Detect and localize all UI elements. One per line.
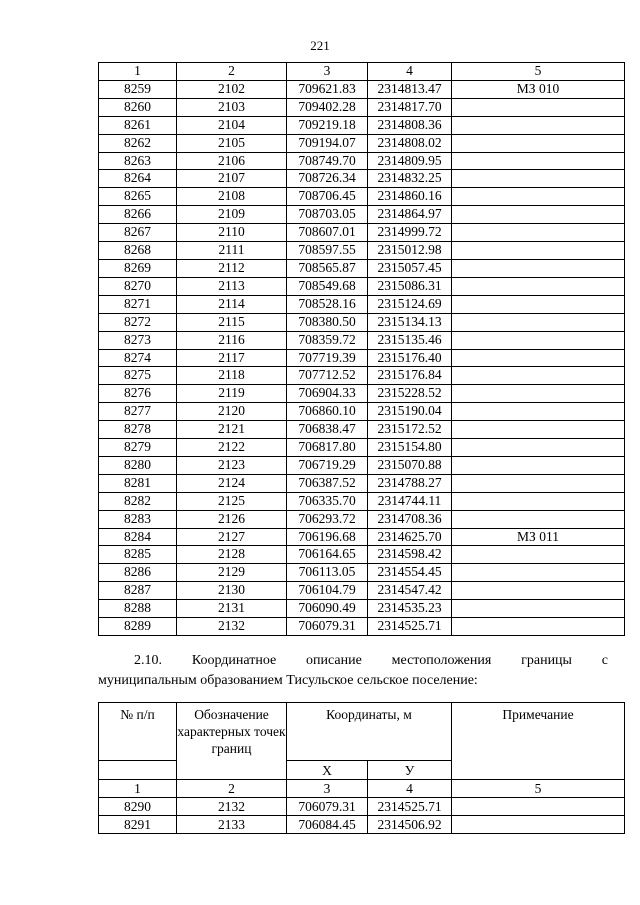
x-coordinate-cell: 706164.65 (287, 546, 368, 564)
boundary-point-cell: 2129 (177, 564, 287, 582)
y-coordinate-cell: 2314708.36 (368, 510, 452, 528)
column-number-cell: 3 (287, 63, 368, 81)
x-coordinate-cell: 706079.31 (287, 798, 368, 816)
y-coordinate-cell: 2314813.47 (368, 80, 452, 98)
note-cell (452, 798, 625, 816)
point-number-cell: 8273 (99, 331, 177, 349)
boundary-point-cell: 2103 (177, 98, 287, 116)
point-number-cell: 8265 (99, 188, 177, 206)
y-coordinate-cell: 2314808.36 (368, 116, 452, 134)
boundary-point-cell: 2106 (177, 152, 287, 170)
table-row (99, 331, 625, 349)
point-number-cell: 8289 (99, 618, 177, 636)
note-cell (452, 510, 625, 528)
boundary-point-cell: 2130 (177, 582, 287, 600)
y-coordinate-cell: 2314535.23 (368, 600, 452, 618)
y-coordinate-cell: 2315070.88 (368, 456, 452, 474)
x-coordinate-cell: 706335.70 (287, 492, 368, 510)
table-row (99, 206, 625, 224)
table-row (99, 582, 625, 600)
table-row (99, 259, 625, 277)
table-row (99, 277, 625, 295)
boundary-point-cell: 2122 (177, 439, 287, 457)
point-number-cell: 8269 (99, 259, 177, 277)
note-cell (452, 474, 625, 492)
y-coordinate-cell: 2315124.69 (368, 295, 452, 313)
table-row (99, 80, 625, 98)
x-coordinate-cell: 707712.52 (287, 367, 368, 385)
boundary-point-cell: 2108 (177, 188, 287, 206)
note-cell (452, 816, 625, 834)
y-coordinate-cell: 2314817.70 (368, 98, 452, 116)
table-row (99, 456, 625, 474)
boundary-point-cell: 2119 (177, 385, 287, 403)
table-row (99, 510, 625, 528)
table-row (99, 224, 625, 242)
point-number-cell: 8275 (99, 367, 177, 385)
note-cell: МЗ 011 (452, 528, 625, 546)
y-coordinate-cell: 2314547.42 (368, 582, 452, 600)
boundary-point-cell: 2131 (177, 600, 287, 618)
boundary-point-cell: 2132 (177, 618, 287, 636)
boundary-point-cell: 2127 (177, 528, 287, 546)
note-cell (452, 546, 625, 564)
boundary-point-cell: 2117 (177, 349, 287, 367)
note-cell (452, 618, 625, 636)
x-coordinate-cell: 706084.45 (287, 816, 368, 834)
header-designation: Обозначение характерных точек границ (177, 703, 287, 780)
x-coordinate-cell: 709402.28 (287, 98, 368, 116)
note-cell (452, 277, 625, 295)
note-cell (452, 259, 625, 277)
table-row (99, 600, 625, 618)
table-row (99, 474, 625, 492)
point-number-cell: 8260 (99, 98, 177, 116)
point-number-cell: 8271 (99, 295, 177, 313)
section-heading-line-2: муниципальным образованием Тисульское сельское поселение: (98, 673, 478, 688)
boundary-point-cell: 2104 (177, 116, 287, 134)
table-row (99, 188, 625, 206)
header-y: У (368, 761, 452, 780)
x-coordinate-cell: 706817.80 (287, 439, 368, 457)
point-number-cell: 8290 (99, 798, 177, 816)
point-number-cell: 8291 (99, 816, 177, 834)
point-number-cell: 8261 (99, 116, 177, 134)
point-number-cell: 8276 (99, 385, 177, 403)
note-cell (452, 492, 625, 510)
note-cell (452, 456, 625, 474)
table-row (99, 98, 625, 116)
note-cell (452, 206, 625, 224)
y-coordinate-cell: 2314832.25 (368, 170, 452, 188)
table-row (99, 367, 625, 385)
x-coordinate-cell: 708380.50 (287, 313, 368, 331)
boundary-point-cell: 2112 (177, 259, 287, 277)
boundary-point-cell: 2120 (177, 403, 287, 421)
note-cell (452, 367, 625, 385)
note-cell (452, 582, 625, 600)
boundary-point-cell: 2111 (177, 242, 287, 260)
y-coordinate-cell: 2315176.40 (368, 349, 452, 367)
boundary-point-cell: 2107 (177, 170, 287, 188)
y-coordinate-cell: 2314809.95 (368, 152, 452, 170)
x-coordinate-cell: 706113.05 (287, 564, 368, 582)
y-coordinate-cell: 2315176.84 (368, 367, 452, 385)
table-row (99, 295, 625, 313)
y-coordinate-cell: 2315057.45 (368, 259, 452, 277)
point-number-cell: 8262 (99, 134, 177, 152)
boundary-point-cell: 2132 (177, 798, 287, 816)
column-number-cell: 2 (177, 63, 287, 81)
table-row (99, 564, 625, 582)
y-coordinate-cell: 2314598.42 (368, 546, 452, 564)
x-coordinate-cell: 708359.72 (287, 331, 368, 349)
coordinates-table-1 (98, 62, 625, 636)
x-coordinate-cell: 708749.70 (287, 152, 368, 170)
boundary-point-cell: 2113 (177, 277, 287, 295)
table-row (99, 618, 625, 636)
y-coordinate-cell: 2315190.04 (368, 403, 452, 421)
point-number-cell: 8268 (99, 242, 177, 260)
note-cell (452, 224, 625, 242)
header-coordinates: Координаты, м (287, 703, 452, 761)
note-cell (452, 188, 625, 206)
header-note: Примечание (452, 703, 625, 780)
point-number-cell: 8264 (99, 170, 177, 188)
x-coordinate-cell: 708726.34 (287, 170, 368, 188)
table-row (99, 421, 625, 439)
point-number-cell: 8259 (99, 80, 177, 98)
y-coordinate-cell: 2315172.52 (368, 421, 452, 439)
table-header-row (99, 63, 625, 81)
boundary-point-cell: 2123 (177, 456, 287, 474)
y-coordinate-cell: 2315012.98 (368, 242, 452, 260)
column-number-cell: 3 (287, 780, 368, 798)
note-cell (452, 349, 625, 367)
table-row (99, 403, 625, 421)
point-number-cell: 8278 (99, 421, 177, 439)
y-coordinate-cell: 2314744.11 (368, 492, 452, 510)
column-number-cell: 1 (99, 63, 177, 81)
coordinates-table-2 (98, 702, 625, 834)
boundary-point-cell: 2133 (177, 816, 287, 834)
x-coordinate-cell: 706904.33 (287, 385, 368, 403)
note-cell: МЗ 010 (452, 80, 625, 98)
y-coordinate-cell: 2314788.27 (368, 474, 452, 492)
x-coordinate-cell: 706196.68 (287, 528, 368, 546)
point-number-cell: 8286 (99, 564, 177, 582)
table-row (99, 816, 625, 834)
point-number-cell: 8281 (99, 474, 177, 492)
boundary-point-cell: 2105 (177, 134, 287, 152)
column-number-cell: 1 (99, 780, 177, 798)
header-number: № п/п (99, 703, 177, 761)
header-number-spacer (99, 761, 177, 780)
table-row (99, 546, 625, 564)
point-number-cell: 8263 (99, 152, 177, 170)
page-number: 221 (310, 38, 330, 53)
column-number-cell: 4 (368, 63, 452, 81)
table-row (99, 170, 625, 188)
boundary-point-cell: 2118 (177, 367, 287, 385)
column-number-cell: 5 (452, 780, 625, 798)
boundary-point-cell: 2126 (177, 510, 287, 528)
point-number-cell: 8274 (99, 349, 177, 367)
column-number-cell: 5 (452, 63, 625, 81)
boundary-point-cell: 2128 (177, 546, 287, 564)
table-row (99, 116, 625, 134)
x-coordinate-cell: 708565.87 (287, 259, 368, 277)
y-coordinate-cell: 2314999.72 (368, 224, 452, 242)
y-coordinate-cell: 2314864.97 (368, 206, 452, 224)
boundary-point-cell: 2121 (177, 421, 287, 439)
y-coordinate-cell: 2315228.52 (368, 385, 452, 403)
point-number-cell: 8285 (99, 546, 177, 564)
x-coordinate-cell: 708703.05 (287, 206, 368, 224)
x-coordinate-cell: 706838.47 (287, 421, 368, 439)
boundary-point-cell: 2115 (177, 313, 287, 331)
table-row (99, 439, 625, 457)
point-number-cell: 8284 (99, 528, 177, 546)
note-cell (452, 600, 625, 618)
table-row (99, 349, 625, 367)
column-number-cell: 2 (177, 780, 287, 798)
section-heading-line-1: 2.10. Координатное описание местоположения границы с (134, 653, 608, 668)
x-coordinate-cell: 708706.45 (287, 188, 368, 206)
x-coordinate-cell: 706090.49 (287, 600, 368, 618)
note-cell (452, 331, 625, 349)
table-row (99, 313, 625, 331)
x-coordinate-cell: 709219.18 (287, 116, 368, 134)
table-row (99, 528, 625, 546)
table-row (99, 242, 625, 260)
point-number-cell: 8270 (99, 277, 177, 295)
point-number-cell: 8279 (99, 439, 177, 457)
x-coordinate-cell: 706293.72 (287, 510, 368, 528)
table-row (99, 798, 625, 816)
x-coordinate-cell: 706079.31 (287, 618, 368, 636)
x-coordinate-cell: 706387.52 (287, 474, 368, 492)
column-number-cell: 4 (368, 780, 452, 798)
note-cell (452, 403, 625, 421)
y-coordinate-cell: 2314525.71 (368, 798, 452, 816)
point-number-cell: 8282 (99, 492, 177, 510)
note-cell (452, 385, 625, 403)
x-coordinate-cell: 708607.01 (287, 224, 368, 242)
x-coordinate-cell: 706719.29 (287, 456, 368, 474)
note-cell (452, 421, 625, 439)
note-cell (452, 134, 625, 152)
note-cell (452, 170, 625, 188)
y-coordinate-cell: 2314525.71 (368, 618, 452, 636)
note-cell (452, 242, 625, 260)
boundary-point-cell: 2114 (177, 295, 287, 313)
point-number-cell: 8288 (99, 600, 177, 618)
point-number-cell: 8272 (99, 313, 177, 331)
point-number-cell: 8280 (99, 456, 177, 474)
y-coordinate-cell: 2314554.45 (368, 564, 452, 582)
y-coordinate-cell: 2314808.02 (368, 134, 452, 152)
boundary-point-cell: 2124 (177, 474, 287, 492)
x-coordinate-cell: 706860.10 (287, 403, 368, 421)
x-coordinate-cell: 708597.55 (287, 242, 368, 260)
y-coordinate-cell: 2315154.80 (368, 439, 452, 457)
point-number-cell: 8266 (99, 206, 177, 224)
x-coordinate-cell: 707719.39 (287, 349, 368, 367)
note-cell (452, 98, 625, 116)
boundary-point-cell: 2125 (177, 492, 287, 510)
note-cell (452, 116, 625, 134)
note-cell (452, 152, 625, 170)
x-coordinate-cell: 706104.79 (287, 582, 368, 600)
table-row (99, 134, 625, 152)
table-row (99, 385, 625, 403)
boundary-point-cell: 2110 (177, 224, 287, 242)
y-coordinate-cell: 2314625.70 (368, 528, 452, 546)
y-coordinate-cell: 2314860.16 (368, 188, 452, 206)
point-number-cell: 8267 (99, 224, 177, 242)
header-x: Х (287, 761, 368, 780)
note-cell (452, 439, 625, 457)
x-coordinate-cell: 709621.83 (287, 80, 368, 98)
y-coordinate-cell: 2315134.13 (368, 313, 452, 331)
boundary-point-cell: 2116 (177, 331, 287, 349)
x-coordinate-cell: 708528.16 (287, 295, 368, 313)
point-number-cell: 8283 (99, 510, 177, 528)
point-number-cell: 8277 (99, 403, 177, 421)
note-cell (452, 564, 625, 582)
y-coordinate-cell: 2315135.46 (368, 331, 452, 349)
x-coordinate-cell: 708549.68 (287, 277, 368, 295)
note-cell (452, 295, 625, 313)
y-coordinate-cell: 2315086.31 (368, 277, 452, 295)
table-row (99, 152, 625, 170)
table-header-row (99, 780, 625, 798)
boundary-point-cell: 2102 (177, 80, 287, 98)
note-cell (452, 313, 625, 331)
y-coordinate-cell: 2314506.92 (368, 816, 452, 834)
x-coordinate-cell: 709194.07 (287, 134, 368, 152)
boundary-point-cell: 2109 (177, 206, 287, 224)
point-number-cell: 8287 (99, 582, 177, 600)
table-row (99, 492, 625, 510)
